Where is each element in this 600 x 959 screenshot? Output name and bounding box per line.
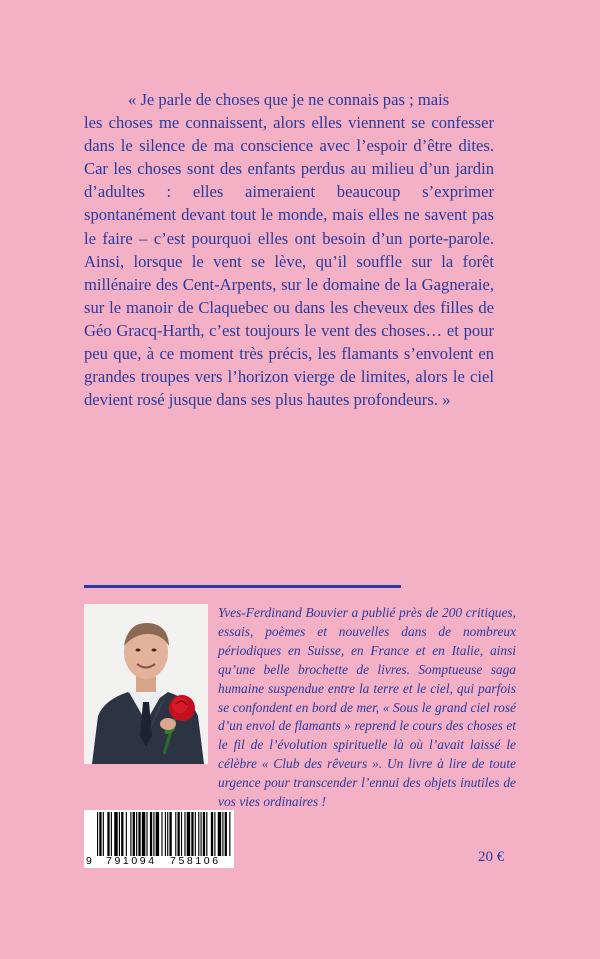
barcode-bar xyxy=(133,812,135,856)
barcode-bar xyxy=(99,812,101,856)
barcode-bar xyxy=(187,812,190,856)
barcode-bar xyxy=(97,812,98,856)
barcode-bar xyxy=(222,812,223,856)
barcode-bar xyxy=(203,812,205,856)
barcode-bar xyxy=(167,812,168,856)
barcode-bar xyxy=(191,812,193,856)
author-bio: Yves-Ferdinand Bouvier a publié près de 200 critiques, essais, poèmes et nouvelles dans de nombreux périodiques en Suisse, en France et en Italie, ainsi qu’une belle brochette de livres. Somptueuse saga humaine suspendue entre la terre et le ciel, qui parfois se confondent en bord de mer, « Sous le grand ciel rosé d’un envol de flamants » reprend le cours des choses et le fil de l’évolution spirituelle là où l’avait laissé le célèbre « Club des rêveurs ». Un livre à lire de toute urgence pour transcender l’ennui des objets inutiles de vos vies ordinaires ! xyxy=(218,605,516,810)
barcode-bar xyxy=(119,812,120,856)
barcode-bar xyxy=(150,812,152,856)
barcode-bar xyxy=(198,812,199,856)
barcode-bar xyxy=(169,812,171,856)
back-cover-quote xyxy=(84,88,494,411)
barcode-digit-first: 9 xyxy=(86,855,92,867)
barcode-bar xyxy=(146,812,147,856)
barcode-bar xyxy=(165,812,166,856)
barcode-bar xyxy=(156,812,159,856)
barcode-bar xyxy=(206,812,207,856)
barcode-bar xyxy=(195,812,196,856)
isbn-barcode xyxy=(84,810,234,868)
barcode-bar xyxy=(107,812,109,856)
barcode-bar xyxy=(111,812,112,856)
barcode-bar xyxy=(130,812,131,856)
barcode-bar xyxy=(153,812,154,856)
barcode-bar xyxy=(218,812,221,856)
barcode-digits-right: 758106 xyxy=(170,855,221,867)
price: 20 € xyxy=(478,849,505,865)
barcode-bar xyxy=(121,812,123,856)
barcode-bar xyxy=(142,812,145,856)
barcode-bars xyxy=(84,812,234,858)
barcode-bar xyxy=(138,812,140,856)
divider-rule xyxy=(84,585,401,588)
barcode-bar xyxy=(211,812,213,856)
barcode-bar xyxy=(201,812,202,856)
barcode-bar xyxy=(126,812,127,856)
barcode-bar xyxy=(229,812,230,856)
barcode-bar xyxy=(175,812,176,856)
barcode-bar xyxy=(184,812,185,856)
barcode-digits-left: 791094 xyxy=(106,855,157,867)
quote-first-line: « Je parle de choses que je ne connais pas ; mais xyxy=(128,90,450,109)
barcode-bar xyxy=(103,812,104,856)
barcode-bar xyxy=(136,812,137,856)
author-photo xyxy=(84,604,208,764)
barcode-bar xyxy=(178,812,180,856)
barcode-bar xyxy=(181,812,182,856)
barcode-bar xyxy=(225,812,227,856)
quote-body: les choses me connaissent, alors elles viennent se confesser dans le silence de ma conscience avec l’espoir d’être dites. Car les choses sont des enfants perdus au milieu d’un jardin d’adultes : elles aimeraient beaucoup s’exprimer spontanément devant tout le monde, mais elles ne savent pas le faire – c’est pourquoi elles ont besoin d’un porte-parole. Ainsi, lorsque le vent se lève, qu’il souffle sur la forêt millénaire des Cent-Arpents, sur le domaine de la Gagneraie, sur le manoir de Claquebec ou dans les cheveux des filles de Géo Gracq-Harth, c’est toujours le vent des choses… et pour peu que, à ce moment très précis, les flamants s’envolent en grandes troupes vers l’horizon vierge de limites, alors le ciel devient rosé jusque dans ses plus hautes profondeurs. » xyxy=(84,113,494,410)
barcode-bar xyxy=(114,812,117,856)
barcode-bar xyxy=(161,812,162,856)
barcode-bar xyxy=(214,812,215,856)
